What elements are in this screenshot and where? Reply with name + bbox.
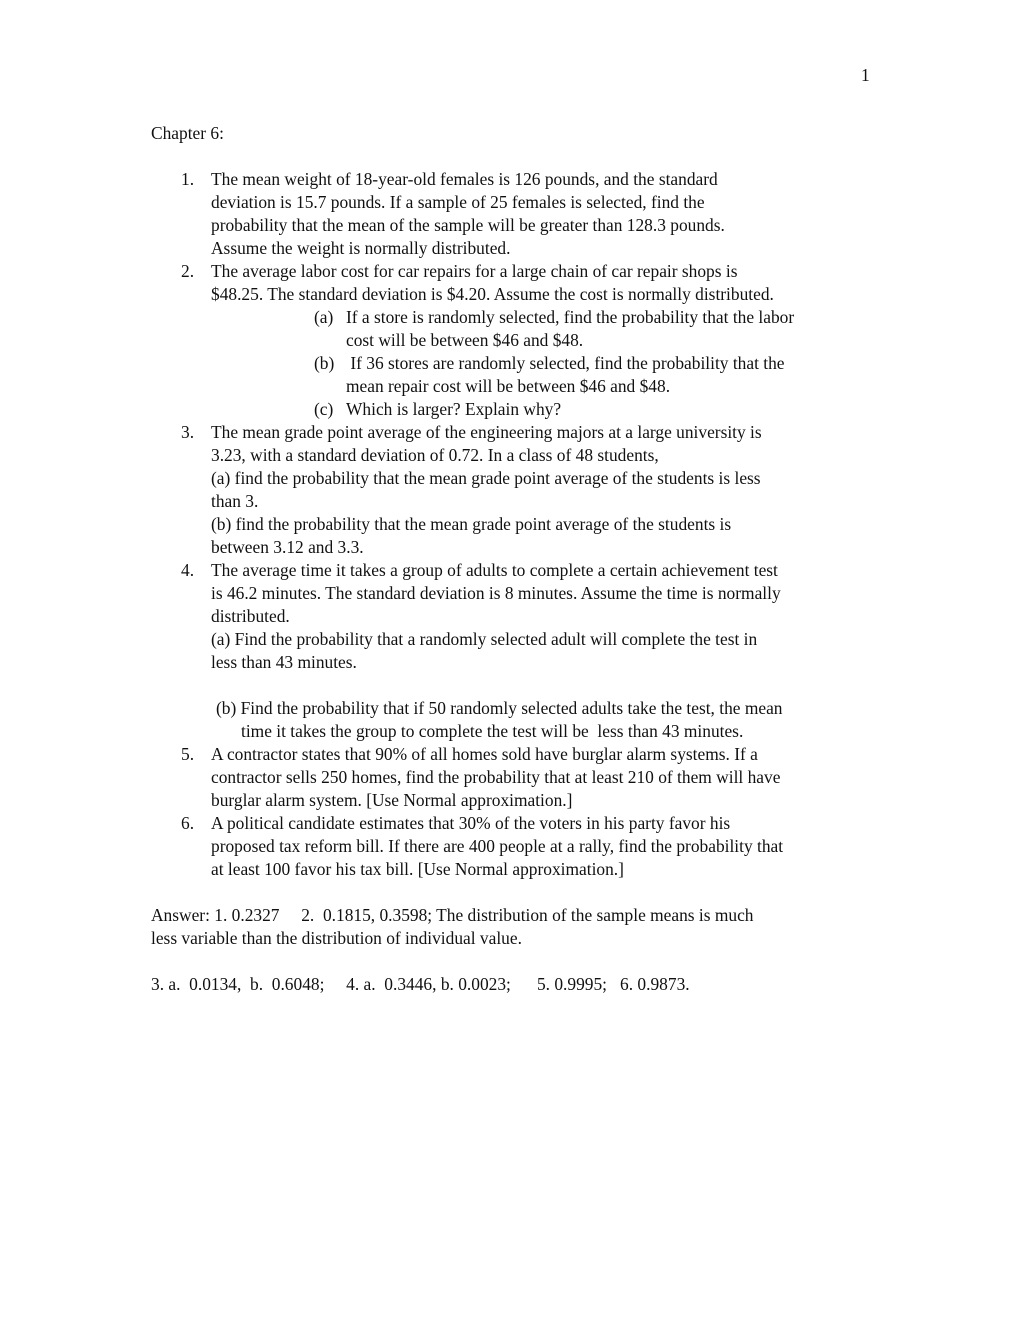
question-4-line: The average time it takes a group of adults to complete a certain achievement test (211, 560, 778, 580)
question-1-line: deviation is 15.7 pounds. If a sample of 25 females is selected, find the (211, 192, 705, 212)
question-6-line: at least 100 favor his tax bill. [Use Normal approximation.] (211, 859, 624, 879)
question-2c-line: Which is larger? Explain why? (346, 399, 562, 419)
question-1-line: Assume the weight is normally distributed. (211, 238, 511, 258)
question-3-number: 3. (181, 422, 195, 442)
question-4-line: (a) Find the probability that a randomly selected adult will complete the test in (211, 629, 758, 649)
question-4-number: 4. (181, 560, 195, 580)
question-3-line: 3.23, with a standard deviation of 0.72. In a class of 48 students, (211, 445, 659, 465)
question-2a-line: If a store is randomly selected, find the probability that the labor (346, 307, 795, 327)
question-4b-line: time it takes the group to complete the test will be less than 43 minutes. (241, 721, 744, 741)
question-3-line: The mean grade point average of the engineering majors at a large university is (211, 422, 762, 442)
question-4b-line: (b) Find the probability that if 50 randomly selected adults take the test, the mean (216, 698, 783, 718)
answers-line: 3. a. 0.0134, b. 0.6048; 4. a. 0.3446, b. 0.0023; 5. 0.9995; 6. 0.9873. (151, 974, 690, 994)
question-2b-label: (b) (314, 353, 335, 373)
question-1-line: The mean weight of 18-year-old females is 126 pounds, and the standard (211, 169, 718, 189)
question-4-line: less than 43 minutes. (211, 652, 357, 672)
question-3-line: (a) find the probability that the mean grade point average of the students is less (211, 468, 761, 488)
question-6-line: A political candidate estimates that 30% of the voters in his party favor his (211, 813, 731, 833)
question-6-number: 6. (181, 813, 195, 833)
answers-line: Answer: 1. 0.2327 2. 0.1815, 0.3598; The distribution of the sample means is much (151, 905, 754, 925)
question-5-line: A contractor states that 90% of all homes sold have burglar alarm systems. If a (211, 744, 758, 764)
question-4-line: is 46.2 minutes. The standard deviation is 8 minutes. Assume the time is normally (211, 583, 781, 603)
question-3-line: than 3. (211, 491, 259, 511)
question-2-line: The average labor cost for car repairs for a large chain of car repair shops is (211, 261, 738, 281)
question-2b-line: If 36 stores are randomly selected, find the probability that the (346, 353, 785, 373)
question-4-line: distributed. (211, 606, 290, 626)
chapter-heading: Chapter 6: (151, 123, 224, 143)
question-1-number: 1. (181, 169, 195, 189)
question-3-line: (b) find the probability that the mean grade point average of the students is (211, 514, 732, 534)
question-5-line: burglar alarm system. [Use Normal approximation.] (211, 790, 573, 810)
question-2-number: 2. (181, 261, 195, 281)
page-number: 1 (861, 65, 870, 85)
question-2a-line: cost will be between $46 and $48. (346, 330, 584, 350)
question-6-line: proposed tax reform bill. If there are 400 people at a rally, find the probability that (211, 836, 784, 856)
question-2a-label: (a) (314, 307, 334, 327)
question-2b-line: mean repair cost will be between $46 and $48. (346, 376, 671, 396)
question-3-line: between 3.12 and 3.3. (211, 537, 364, 557)
answers-line: less variable than the distribution of individual value. (151, 928, 522, 948)
question-1-line: probability that the mean of the sample will be greater than 128.3 pounds. (211, 215, 725, 235)
question-5-line: contractor sells 250 homes, find the probability that at least 210 of them will have (211, 767, 781, 787)
question-2c-label: (c) (314, 399, 334, 419)
question-2-line: $48.25. The standard deviation is $4.20. Assume the cost is normally distributed. (211, 284, 774, 304)
question-5-number: 5. (181, 744, 195, 764)
